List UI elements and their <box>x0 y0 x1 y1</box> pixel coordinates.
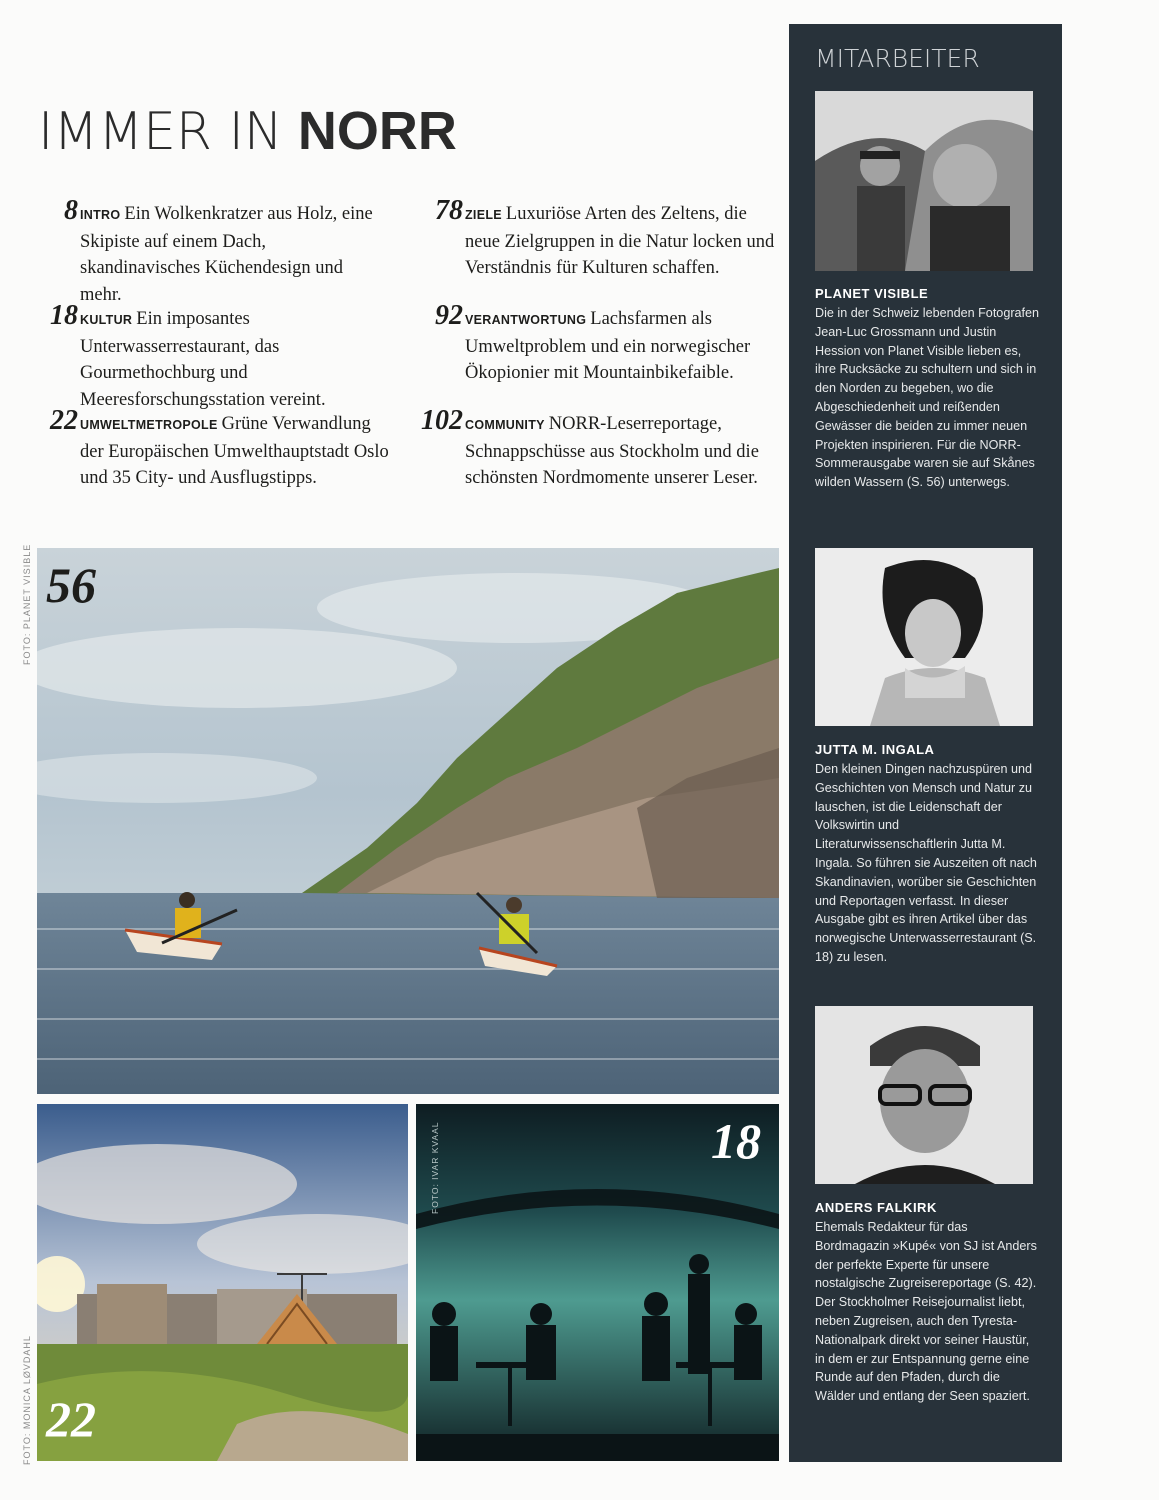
toc-text: Luxuriöse Arten des Zeltens, die neue Zielgruppen in die Natur locken und Verständnis für Kulturen schaffen. <box>465 204 775 278</box>
toc-entry-intro[interactable] <box>64 195 380 308</box>
toc-page-number: 102 <box>421 405 463 436</box>
contributors-sidebar <box>789 24 1062 1462</box>
toc-text: Grüne Verwandlung der Europäischen Umwelthauptstadt Oslo und 35 City- und Ausflugstipps. <box>80 414 389 488</box>
oslo-photo[interactable] <box>37 1104 408 1461</box>
toc-page-number: 22 <box>50 405 78 436</box>
page-title-light: IMMER IN <box>38 102 283 162</box>
toc-entry-ziele[interactable] <box>435 195 775 282</box>
toc-kicker: COMMUNITY <box>465 418 545 432</box>
restaurant-page-number: 18 <box>711 1113 761 1169</box>
kayak-page-number: 56 <box>46 557 96 613</box>
contributor-bio: Die in der Schweiz lebenden Fotografen Jean-Luc Grossmann und Justin Hession von Planet Visible lieben es, ihre Rucksäcke zu schultern und sich in den Norden zu begeben, wo die Abgeschiedenheit und reißenden Gewässer die beiden zu immer neuen Projekten inspirieren. Für die NORR-Sommerausgabe waren sie auf Skånes wilden Wassern (S. 56) unterwegs. <box>815 306 1040 490</box>
toc-text: Ein imposantes Unterwasserrestaurant, das Gourmethochburg und Meeresforschungsstation vereint. <box>80 309 326 410</box>
restaurant-photo[interactable] <box>416 1104 779 1461</box>
toc-kicker: UMWELTMETROPOLE <box>80 418 218 432</box>
contributor-bio: Den kleinen Dingen nachzuspüren und Geschichten von Mensch und Natur zu lauschen, ist die Leidenschaft der Volkswirtin und Literaturwissenschaftlerin Jutta M. Ingala. So führen sie Auszeiten oft nach Skandinavien, worüber sie Geschichten und Reportagen verfasst. In dieser Ausgabe gibt es ihren Artikel über das norwegische Unterwasserrestaurant (S. 18) zu lesen. <box>815 762 1037 964</box>
kayak-photo[interactable] <box>37 548 779 1094</box>
toc-page-number: 78 <box>435 195 463 226</box>
toc-kicker: INTRO <box>80 208 121 222</box>
photo-credit-restaurant: FOTO: IVAR KVAAL <box>430 1121 440 1214</box>
contributor-photo-planet-visible <box>815 91 1033 271</box>
toc-entry-kultur[interactable] <box>50 300 385 413</box>
page-title <box>38 100 457 163</box>
toc-kicker: VERANTWORTUNG <box>465 313 587 327</box>
toc-page-number: 18 <box>50 300 78 331</box>
contributor-photo-anders-falkirk <box>815 1006 1033 1184</box>
oslo-page-number: 22 <box>46 1391 96 1447</box>
toc-entry-community[interactable] <box>421 405 780 492</box>
contributor-photo-jutta-ingala <box>815 548 1033 726</box>
contributor-name: ANDERS FALKIRK <box>815 1200 937 1215</box>
photo-credit-kayak: FOTO: PLANET VISIBLE <box>22 543 32 665</box>
contributor-name: JUTTA M. INGALA <box>815 742 935 757</box>
sidebar-title: MITARBEITER <box>815 44 980 73</box>
photo-credit-oslo: FOTO: MONICA LØVDAHL <box>22 1335 32 1465</box>
toc-entry-umweltmetropole[interactable] <box>50 405 398 492</box>
contributor-name: PLANET VISIBLE <box>815 286 929 301</box>
toc-text: Lachsfarmen als Umweltproblem und ein norwegischer Ökopionier mit Mountainbikefaible. <box>465 309 751 383</box>
toc-kicker: ZIELE <box>465 208 502 222</box>
toc-page-number: 92 <box>435 300 463 331</box>
page-title-bold: NORR <box>297 101 457 161</box>
contributor-bio: Ehemals Redakteur für das Bordmagazin »Kupé« von SJ ist Anders der perfekte Experte für unsere nostalgische Zugreisereportage (S. 42). Der Stockholmer Reisejournalist liebt, neben Zugreisen, auch den Tyresta-Nationalpark direkt vor seiner Haustür, in dem er zur Entspannung gerne eine Runde auf den Pfaden, durch die Wälder und entlang der Seen spaziert. <box>815 1220 1037 1404</box>
toc-text: NORR-Leserreportage, Schnappschüsse aus Stockholm und die schönsten Nordmomente unserer Leser. <box>465 414 759 488</box>
toc-text: Ein Wolkenkratzer aus Holz, eine Skipiste auf einem Dach, skandinavisches Küchendesign und mehr. <box>80 204 373 305</box>
toc-kicker: KULTUR <box>80 313 133 327</box>
toc-page-number: 8 <box>64 195 78 226</box>
toc-entry-verantwortung[interactable] <box>435 300 775 387</box>
